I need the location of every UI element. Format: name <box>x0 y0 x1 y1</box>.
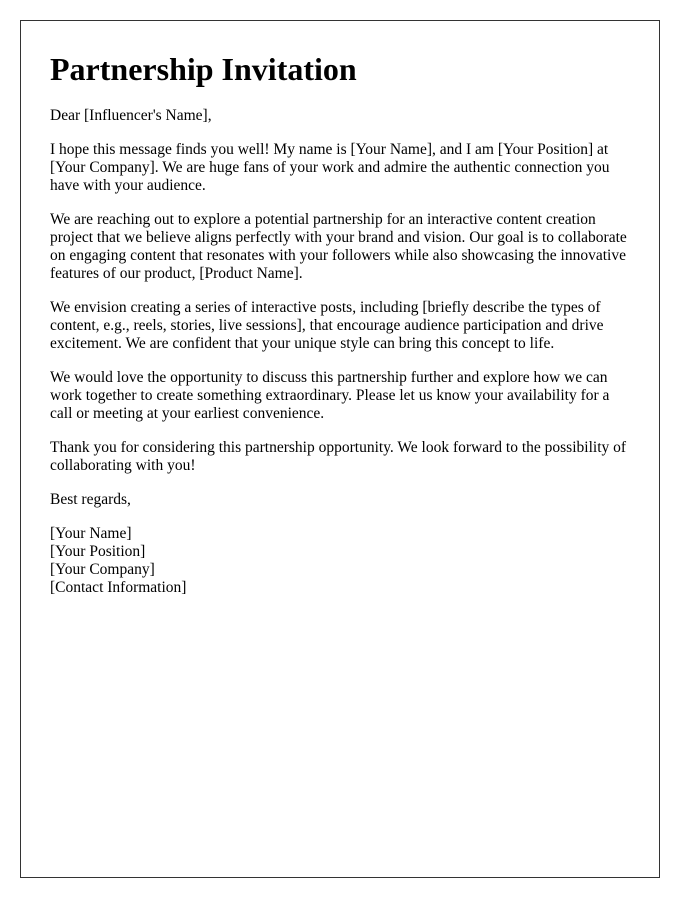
letter-salutation: Dear [Influencer's Name], <box>50 107 212 124</box>
signature-position: [Your Position] <box>50 543 146 560</box>
letter-paragraph-thanks: Thank you for considering this partnership opportunity. We look forward to the possibility of collaborating with you! <box>50 439 627 474</box>
letter-closing: Best regards, <box>50 491 131 508</box>
letter-paragraph-proposal: We are reaching out to explore a potential partnership for an interactive content creation project that we believe aligns perfectly with your brand and vision. Our goal is to collaborate on engaging content that resonates with your followers while also showcasing the innovative features of our product, [Product Name]. <box>50 211 627 282</box>
signature-contact: [Contact Information] <box>50 579 187 596</box>
signature-name: [Your Name] <box>50 525 132 542</box>
letter-paragraph-vision: We envision creating a series of interactive posts, including [briefly describe the types of content, e.g., reels, stories, live sessions], that encourage audience participation and drive excitement. We are confident that your unique style can bring this concept to life. <box>50 299 604 352</box>
letter-content <box>50 49 632 597</box>
letter-paragraph-discussion: We would love the opportunity to discuss this partnership further and explore how we can work together to create something extraordinary. Please let us know your availability for a call or meeting at your earliest convenience. <box>50 369 610 422</box>
letter-paragraph-intro: I hope this message finds you well! My name is [Your Name], and I am [Your Position] at [Your Company]. We are huge fans of your work and admire the authentic connection you have with your audience. <box>50 141 610 194</box>
signature-block <box>50 525 632 597</box>
signature-company: [Your Company] <box>50 561 155 578</box>
letter-page <box>20 20 660 878</box>
letter-title: Partnership Invitation <box>50 51 357 87</box>
